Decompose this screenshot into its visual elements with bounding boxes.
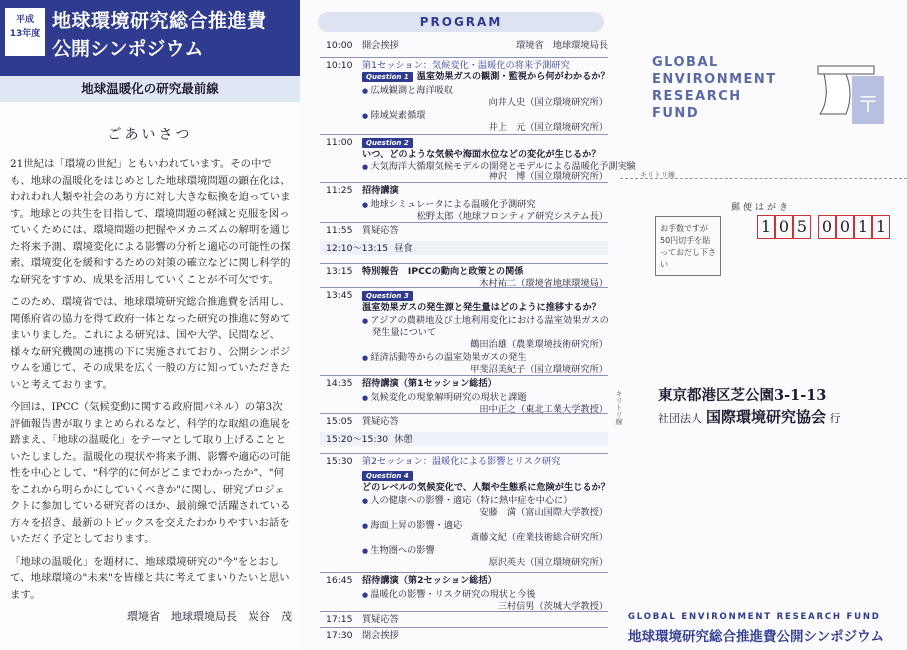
program-row [326,601,610,613]
program-row [326,85,610,97]
program-text: 第2セッション：温暖化による影響とリスク研究 [362,456,561,467]
logo-line: ENVIRONMENT [652,72,777,87]
bullet-icon: ● [362,394,371,402]
program-row [326,470,610,482]
speaker: 木村祐二（環境省地球環境局） [479,278,608,289]
program-text: 陸域炭素循環 [370,110,426,121]
program-text: 質疑応答 [362,225,399,236]
program-heading: PROGRAM [318,12,604,32]
program-row [326,520,610,532]
program-row [326,545,610,557]
program-row [326,364,610,376]
program-row [326,630,610,642]
zip-digit: 0 [775,215,793,239]
paragraph: 21世紀は「環境の世紀」ともいわれています。その中でも、地球の温暖化をはじめとした地球環境問題の顕在化は、われわれ人類や社会のあり方に対し大きな転換を迫っています。地球との共生を目指して、環境問題の軽減と克服を図っていくためには、環境問題の把握やメカニズムの解明を通じた将来予測、環境変化による影響の分析と適応の可能性の探索、環境変化を緩和するための対策の確立などに関し科学的な研究をすすめ、成果を活用していくことが不可欠です。 [10,158,291,286]
logo-line: FUND [652,106,700,121]
program-text: 招待講演（第2セッション総括） [362,575,497,586]
program-row [326,185,610,197]
program-text: 発生量について [372,327,437,338]
mailbox-icon [816,60,886,128]
logo-line: GLOBAL [652,55,719,70]
program-divider [320,627,608,628]
bullet-icon: ● [362,497,371,505]
bullet-icon: ● [362,317,371,325]
program-time: 13:15 [326,266,353,277]
program-text: 第1セッション：気候変化・温暖化の将来予測研究 [362,60,570,71]
recipient [658,406,841,427]
greeting-body [10,156,292,609]
program-text: 地球シミュレータによる温暖化予測研究 [370,199,536,210]
program-text: 開会挨拶 [362,40,399,51]
program-text: 招待講演 [362,185,399,196]
zip-digit: 1 [854,215,872,239]
program-time: 17:30 [326,630,353,641]
program-row [326,290,610,302]
program-row [326,243,610,255]
question-badge: Question 4 [362,471,413,481]
program-time: 16:45 [326,575,353,586]
cut-line [620,178,907,179]
page-title-line2: 公開シンポジウム [52,38,204,60]
speaker: 斎藤文紀（産業技術総合研究所） [470,532,608,543]
program-row [326,532,610,544]
page-title: 地球環境研究総合推進費 [52,10,267,32]
speaker: 鶴田治雄（農業環境技術研究所） [470,339,608,350]
program-text: どのレベルの気候変化で、人類や生態系に危険が生じるか？ [362,482,610,493]
program-text: 生物圏への影響 [370,545,435,556]
program-text: 温室効果ガスの発生源と発生量はどのように推移するか？ [362,302,601,313]
program-time: 13:45 [326,290,353,301]
cut-line-label: キリトリ線 [640,171,675,179]
program-row [326,416,610,428]
program-row [326,614,610,626]
program-row [326,211,610,223]
program-text: 特別報告 IPCCの動向と政策との関係 [362,266,524,277]
postcard-label: 郵便はがき [731,203,792,213]
bullet-icon: ● [362,522,371,530]
program-row [326,97,610,109]
program-time: 11:25 [326,185,353,196]
program-row [326,339,610,351]
program-row [326,149,610,161]
paragraph: 今回は、IPCC（気候変動に関する政府間パネル）の第3次評価報告書が取りまとめられるなど、科学的な取組の進展を踏まえ、「地球の温暖化」をテーマとして取り上げることといたしました。温暖化の現状や将来予測、影響や適応の可能性を中心として、"科学的に何がどこまでわかったか"、"何をこれから明らかにしていくべきか"に関し、研究プロジェクトに参加している研究者のほか、最前線で活躍されている方々を招き、最新のトピックスを交えたわかりやすいお話をいただく予定としております。 [10,401,291,545]
program-text: 気候変化の現象解明研究の現状と課題 [370,392,527,403]
program-row [326,482,610,494]
program-divider [320,572,608,573]
bullet-icon: ● [362,547,371,555]
speaker: 原沢英夫（国立環境研究所） [488,557,608,568]
program-time: 17:15 [326,614,353,625]
question-badge: Question 1 [362,72,413,82]
program-time: 10:10 [326,60,353,71]
stamp-box: お手数ですが50円切手を貼っておだし下さい [655,216,721,276]
program-row [326,495,610,507]
program-text: 休憩 [394,434,413,445]
program-row [326,327,610,339]
svg-text:〒: 〒 [856,93,880,118]
speaker: 田中正之（東北工業大学教授） [479,404,608,415]
address: 東京都港区芝公園3-1-13 [658,387,827,404]
cut-line-label-vertical: キリトリ線 [615,390,623,425]
signature: 環境省 地球環境局長 炭谷 茂 [127,610,292,623]
bullet-icon: ● [362,354,371,362]
org-suffix: 行 [829,412,841,425]
program-time: 14:35 [326,378,353,389]
program-row [326,392,610,404]
bullet-icon: ● [362,163,371,171]
program-text: 海面上昇の影響・適応 [370,520,463,531]
bullet-icon: ● [362,87,371,95]
program-row [326,278,610,290]
program-time: 15:05 [326,416,353,427]
org-prefix: 社団法人 [658,412,702,425]
program-divider [320,263,608,264]
program-row [326,352,610,364]
org-name: 国際環境研究協会 [706,408,827,426]
greeting-heading: ごあいさつ [107,127,193,143]
program-row [326,302,610,314]
program-row [326,589,610,601]
question-badge: Question 2 [362,138,413,148]
program-row [326,71,610,83]
program-text: 閉会挨拶 [362,630,399,641]
footer-english: GLOBAL ENVIRONMENT RESEARCH FUND [628,612,881,622]
bullet-icon: ● [362,201,371,209]
program-row [326,315,610,327]
speaker: 松野太郎（地球フロンティア研究システム長） [416,211,608,222]
program-row [326,40,610,52]
program-text: 質疑応答 [362,416,399,427]
zip-digit: 1 [757,215,775,239]
speaker: 安藤 満（富山国際大学教授） [479,507,608,518]
speaker: 三村信男（茨城大学教授） [497,601,608,612]
program-divider [320,134,608,135]
speaker: 向井人史（国立環境研究所） [488,97,608,108]
fund-logo-text [652,54,777,122]
program-text: 温室効果ガスの観測・監視から何がわかるか？ [416,71,610,82]
program-text: 経済活動等からの温室効果ガスの発生 [370,352,527,363]
speaker: 神沢 博（国立環境研究所） [488,171,608,182]
program-row [326,456,610,468]
program-text: アジアの農耕地及び土地利用変化における温室効果ガスの [370,315,609,326]
program-time: 12:10～13:15 [326,243,389,254]
program-text: 温暖化の影響・リスク研究の現状と今後 [370,589,536,600]
speaker: 甲斐沼美紀子（国立環境研究所） [470,364,608,375]
footer-japanese: 地球環境研究総合推進費公開シンポジウム [628,629,885,645]
speaker: 環境省 地球環境局長 [516,40,608,51]
program-text: 人の健康への影響・適応（特に熱中症を中心に） [370,495,573,506]
zip-digit: 0 [836,215,854,239]
program-row [326,266,610,278]
program-divider [320,57,608,58]
program-row [326,434,610,446]
logo-line: RESEARCH [652,89,742,104]
program-row [326,557,610,569]
program-row [326,199,610,211]
zip-digit: 1 [872,215,890,239]
program-row [326,575,610,587]
badge-line1: 平成 [15,15,34,25]
program-row [326,378,610,390]
program-row [326,110,610,122]
paragraph: 「地球の温暖化」を題材に、地球環境研究の"今"をとおして、地球環境の"未来"を皆様と共に考えてまいりたいと思います。 [10,555,290,601]
program-row [326,507,610,519]
program-text: 昼食 [394,243,413,254]
year-badge [5,8,45,56]
program-row [326,404,610,416]
program-row [326,171,610,183]
program-time: 10:00 [326,40,353,51]
program-row [326,137,610,149]
speaker: 井上 元（国立環境研究所） [488,122,608,133]
program-time: 15:30 [326,456,353,467]
program-row [326,225,610,237]
subtitle-bar: 地球温暖化の研究最前線 [0,76,300,102]
program-time: 11:00 [326,137,353,148]
program-row [326,122,610,134]
program-time: 15:20～15:30 [326,434,389,445]
program-text: いつ、どのような気候や海面水位などの変化が生じるか？ [362,149,601,160]
program-text: 質疑応答 [362,614,399,625]
paragraph: このため、環境省では、地球環境研究総合推進費を活用し、関係府省の協力を得て政府一体となった研究の推進に努めてまいりました。これによる研究は、国や大学、民間など、様々な研究機関の連携の下に実施されており、公開シンポジウムを通じて、その成果を広く一般の方に知っていただきたいと考えております。 [10,296,291,391]
zip-digit: 0 [818,215,836,239]
program-divider [320,453,608,454]
bullet-icon: ● [362,591,371,599]
program-text: 広域観測と海洋吸収 [370,85,454,96]
program-text: 大気海洋大循環気候モデルの開発とモデルによる温暖化予測実験 [370,161,636,172]
badge-line2: 13年度 [9,29,41,39]
zip-digit: 5 [793,215,811,239]
program-text: 招待講演（第1セッション総括） [362,378,497,389]
program-time: 11:55 [326,225,353,236]
question-badge: Question 3 [362,291,413,301]
bullet-icon: ● [362,112,371,120]
